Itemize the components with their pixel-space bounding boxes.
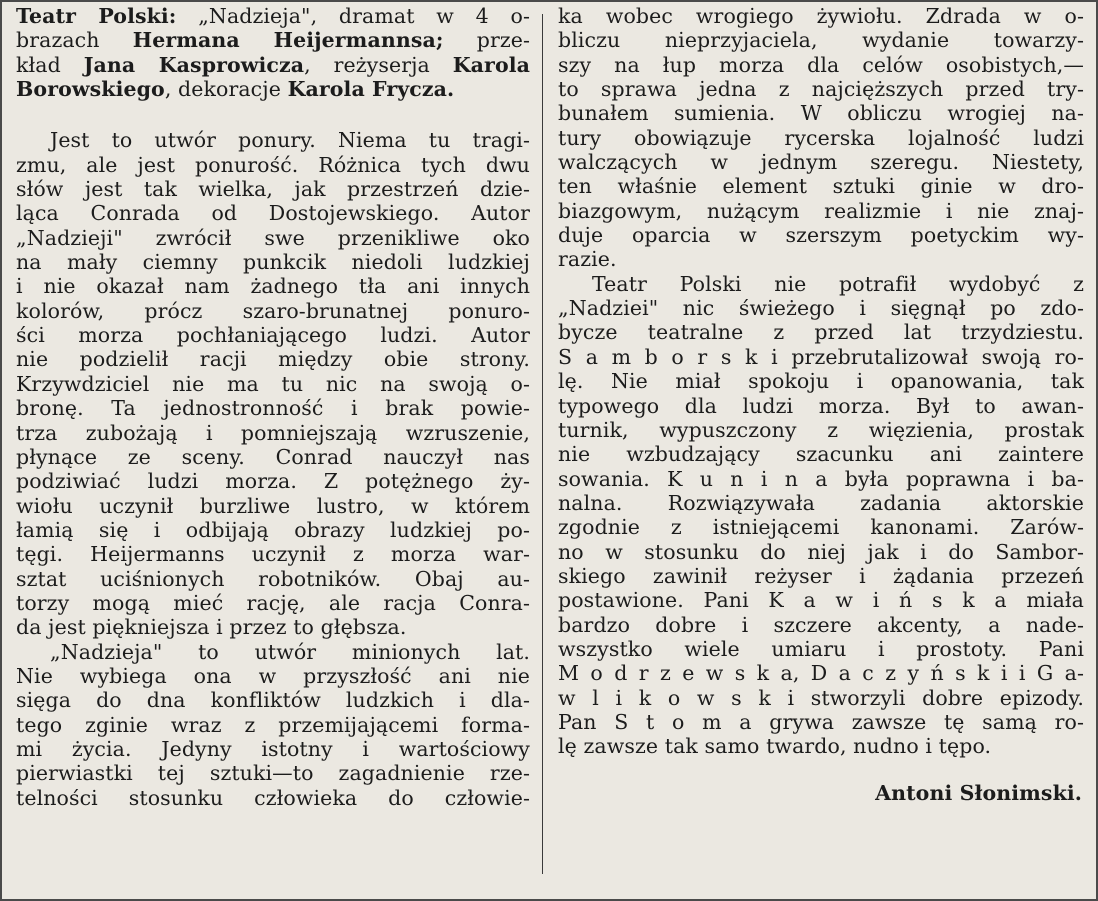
- text-line: Teatr Polski nie potrafił wydobyć z: [592, 271, 1084, 296]
- right-column-body: [558, 4, 1084, 759]
- text-line: bronę. Ta jednostronność i brak powie-: [16, 396, 530, 421]
- text-line: lę zawsze tak samo twardo, nudno i tępo.: [558, 734, 992, 759]
- header-bold-text: Teatr Polski:: [16, 4, 177, 28]
- text-line: Pan S t o m a grywa zawsze tę samą ro-: [558, 709, 1084, 734]
- right-column: [558, 4, 1084, 805]
- header-line: [16, 28, 530, 52]
- text-line: sztat uciśnionych robotników. Obaj au-: [16, 566, 530, 591]
- left-column-body: [16, 128, 530, 810]
- text-line: biazgowym, nużącym realizmie i nie znaj-: [558, 198, 1084, 223]
- text-line: M o d r z e w s k a, D a c z y ń s k i i G a-: [558, 661, 1084, 686]
- text-line: słów jest tak wielka, jak przestrzeń dzie-: [16, 177, 530, 202]
- header-line: [16, 53, 530, 77]
- text-line: telności stosunku człowieka do człowie-: [16, 785, 530, 810]
- header-gap: [16, 101, 530, 128]
- text-line: postawione. Pani K a w i ń s k a miała: [558, 588, 1084, 613]
- header-text: , reżyserja: [304, 52, 453, 77]
- text-line: skiego zawinił reżyser i żądania przezeń: [558, 563, 1084, 588]
- text-line: nie podzielił racji między obie strony.: [16, 347, 530, 372]
- text-line: ten właśnie element sztuki ginie w dro-: [558, 174, 1084, 199]
- text-line: nie wzbudzający szacunku ani zaintere: [558, 442, 1084, 467]
- text-line: bycze teatralne z przed lat trzydziestu.: [558, 320, 1084, 345]
- text-line: Krzywdziciel nie ma tu nic na swoją o-: [16, 371, 530, 396]
- header-text: prze-: [443, 28, 531, 53]
- text-line: ka wobec wrogiego żywiołu. Zdrada w o-: [558, 4, 1084, 28]
- text-line: da jest piękniejsza i przez to głębsza.: [16, 615, 407, 640]
- review-header: [16, 4, 530, 101]
- text-line: płynące ze sceny. Conrad nauczył nas: [16, 444, 530, 469]
- text-line: bliczu nieprzyjaciela, wydanie towarzy-: [558, 28, 1084, 53]
- header-line: [16, 4, 530, 28]
- text-line: na mały ciemny punkcik niedoli ludzkiej: [16, 250, 530, 275]
- text-line: kolorów, prócz szaro-brunatnej ponuro-: [16, 298, 530, 323]
- text-line: sowania. K u n i n a była poprawna i ba-: [558, 466, 1084, 491]
- text-line: wiołu uczynił burzliwe lustro, w którem: [16, 493, 530, 518]
- header-bold-text: Karola: [452, 52, 530, 77]
- header-bold-text: Jana Kasprowicza: [83, 52, 305, 77]
- text-line: tego zginie wraz z przemijającemi forma-: [16, 712, 530, 737]
- text-line: ści morza pochłaniającego ludzi. Autor: [16, 323, 530, 348]
- text-line: mi życia. Jedyny istotny i wartościowy: [16, 736, 530, 761]
- text-line: zgodnie z istniejącemi kanonami. Zarów-: [558, 515, 1084, 540]
- text-line: Nie wybiega ona w przyszłość ani nie: [16, 663, 530, 688]
- text-line: walczących w jednym szeregu. Niestety,: [558, 150, 1084, 175]
- header-bold-text: Hermana Heijermannsa;: [132, 28, 444, 53]
- text-line: sięga do dna konfliktów ludzkich i dla-: [16, 688, 530, 713]
- text-line: no w stosunku do niej jak i do Sambor-: [558, 539, 1084, 564]
- header-text: brazach: [16, 28, 133, 53]
- header-bold-text: Borowskiego: [16, 77, 165, 102]
- text-line: „Nadzieja" to utwór minionych lat.: [50, 639, 530, 664]
- column-divider: [542, 14, 543, 874]
- text-line: to sprawa jedna z najcięższych przed try-: [558, 77, 1084, 102]
- text-line: wszystko wiele umiaru i prostoty. Pani: [558, 636, 1084, 661]
- text-line: podziwiać ludzi morza. Z potężnego ży-: [16, 469, 530, 494]
- text-line: trza zubożają i pomniejszają wzruszenie,: [16, 420, 530, 445]
- text-line: turnik, wypuszczony z więzienia, prostak: [558, 417, 1084, 442]
- text-line: „Nadziejі" zwrócił swe przenikliwe oko: [16, 225, 530, 250]
- header-text: kład: [16, 52, 84, 77]
- text-line: torzy mogą mieć rację, ale racja Conra-: [16, 590, 530, 615]
- text-line: typowego dla ludzi morza. Był to awan-: [558, 393, 1084, 418]
- header-text: „Nadzieja", dramat w 4 o-: [176, 4, 530, 28]
- text-line: Jest to utwór ponury. Niema tu tragi-: [50, 128, 530, 153]
- text-line: nalna. Rozwiązywała zadania aktorskie: [558, 490, 1084, 515]
- header-text: , dekoracje: [164, 77, 288, 102]
- text-line: bunałem sumienia. W obliczu wrogiej na-: [558, 101, 1084, 126]
- text-line: „Nadziei" nic świeżego i sięgnął po zdo-: [558, 296, 1084, 321]
- author-signature: Antoni Słonimski.: [875, 780, 1082, 805]
- text-line: i nie okazał nam żadnego tła ani innych: [16, 274, 530, 299]
- text-line: bardzo dobre i szczere akcenty, a nade-: [558, 612, 1084, 637]
- text-line: szy na łup morza dla celów osobistych,—: [558, 52, 1084, 77]
- header-line: [16, 77, 530, 101]
- text-line: w l i k o w s k i stworzyli dobre epizody.: [558, 685, 1084, 710]
- text-line: razie.: [558, 247, 617, 272]
- text-line: łamią się i odbijają obrazy ludzkiej po-: [16, 517, 530, 542]
- text-line: tury obowiązuje rycerska lojalność ludzi: [558, 125, 1084, 150]
- text-line: tęgi. Heijermanns uczynił z morza war-: [16, 542, 530, 567]
- text-line: zmu, ale jest ponurość. Różnica tych dwu: [16, 152, 530, 177]
- text-line: lę. Nie miał spokoju i opanowania, tak: [558, 369, 1084, 394]
- text-line: duje oparcia w szerszym poetyckim wy-: [558, 223, 1084, 248]
- text-line: pierwiastki tej sztuki—to zagadnienie rze-: [16, 761, 530, 786]
- header-bold-text: Karola Frycza.: [287, 77, 455, 102]
- left-column: [16, 4, 530, 810]
- text-line: ląca Conrada od Dostojewskiego. Autor: [16, 201, 530, 226]
- text-line: S a m b o r s k i przebrutalizował swoją ro-: [558, 344, 1084, 369]
